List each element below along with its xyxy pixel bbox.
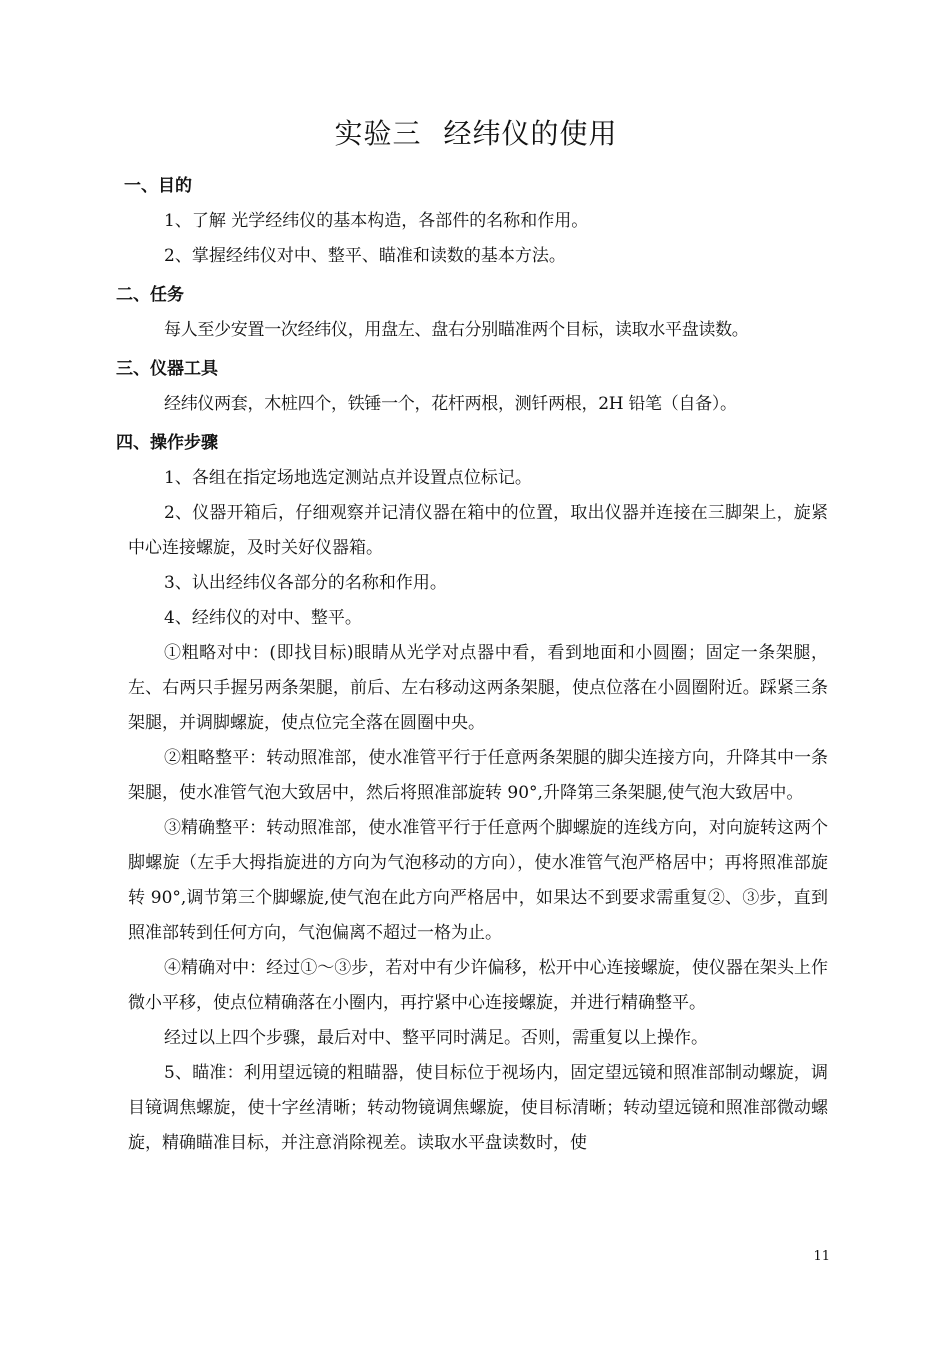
paragraph-steps-rough-leveling: ②粗略整平：转动照准部，使水准管平行于任意两条架腿的脚尖连接方向，升降其中一条架腿，使水准管气泡大致居中，然后将照准部旋转 90°,升降第三条架腿,使气泡大致居中。 bbox=[128, 748, 828, 803]
section-heading-tools: 三、仪器工具 bbox=[116, 359, 218, 379]
page-number: 11 bbox=[813, 1249, 830, 1264]
paragraph-steps-rough-centering: ①粗略对中：(即找目标)眼睛从光学对点器中看，看到地面和小圆圈；固定一条架腿，左、右两只手握另两条架腿，前后、左右移动这两条架腿，使点位落在小圆圈附近。踩紧三条架腿，并调脚螺旋，使点位完全落在圆圈中央。 bbox=[128, 643, 828, 733]
section-heading-steps: 四、操作步骤 bbox=[116, 433, 218, 453]
document-title bbox=[0, 112, 952, 156]
title-experiment-name: 经纬仪的使用 bbox=[443, 117, 618, 150]
section-heading-task: 二、任务 bbox=[116, 285, 184, 305]
paragraph-steps-4: 4、经纬仪的对中、整平。 bbox=[164, 608, 362, 628]
title-experiment-number: 实验三 bbox=[334, 117, 422, 150]
section-heading-purpose: 一、目的 bbox=[124, 176, 192, 196]
paragraph-steps-aiming: 5、瞄准：利用望远镜的粗瞄器，使目标位于视场内，固定望远镜和照准部制动螺旋，调目镜调焦螺旋，使十字丝清晰；转动物镜调焦螺旋，使目标清晰；转动望远镜和照准部微动螺旋，精确瞄准目标，并注意消除视差。读取水平盘读数时，使 bbox=[128, 1063, 828, 1153]
paragraph-steps-summary: 经过以上四个步骤，最后对中、整平同时满足。否则，需重复以上操作。 bbox=[164, 1028, 708, 1048]
paragraph-purpose-1: 1、了解 光学经纬仪的基本构造，各部件的名称和作用。 bbox=[164, 211, 589, 231]
paragraph-purpose-2: 2、掌握经纬仪对中、整平、瞄准和读数的基本方法。 bbox=[164, 246, 566, 266]
paragraph-steps-1: 1、各组在指定场地选定测站点并设置点位标记。 bbox=[164, 468, 532, 488]
paragraph-steps-precise-centering: ④精确对中：经过①～③步，若对中有少许偏移，松开中心连接螺旋，使仪器在架头上作微小平移，使点位精确落在小圈内，再拧紧中心连接螺旋，并进行精确整平。 bbox=[128, 958, 828, 1013]
document-body bbox=[116, 168, 828, 1161]
paragraph-task-1: 每人至少安置一次经纬仪，用盘左、盘右分别瞄准两个目标，读取水平盘读数。 bbox=[164, 320, 749, 340]
paragraph-steps-3: 3、认出经纬仪各部分的名称和作用。 bbox=[164, 573, 447, 593]
paragraph-steps-2: 2、仪器开箱后，仔细观察并记清仪器在箱中的位置，取出仪器并连接在三脚架上，旋紧中心连接螺旋，及时关好仪器箱。 bbox=[128, 503, 828, 558]
paragraph-tools-1: 经纬仪两套，木桩四个，铁锤一个，花杆两根，测钎两根，2H 铅笔（自备）。 bbox=[164, 394, 737, 414]
paragraph-steps-precise-leveling: ③精确整平：转动照准部，使水准管平行于任意两个脚螺旋的连线方向，对向旋转这两个脚螺旋（左手大拇指旋进的方向为气泡移动的方向），使水准管气泡严格居中；再将照准部旋转 90°,调节第三个脚螺旋,使气泡在此方向严格居中，如果达不到要求需重复②、③步，直到照准部转到任何方向，气泡偏离不超过一格为止。 bbox=[128, 818, 828, 943]
